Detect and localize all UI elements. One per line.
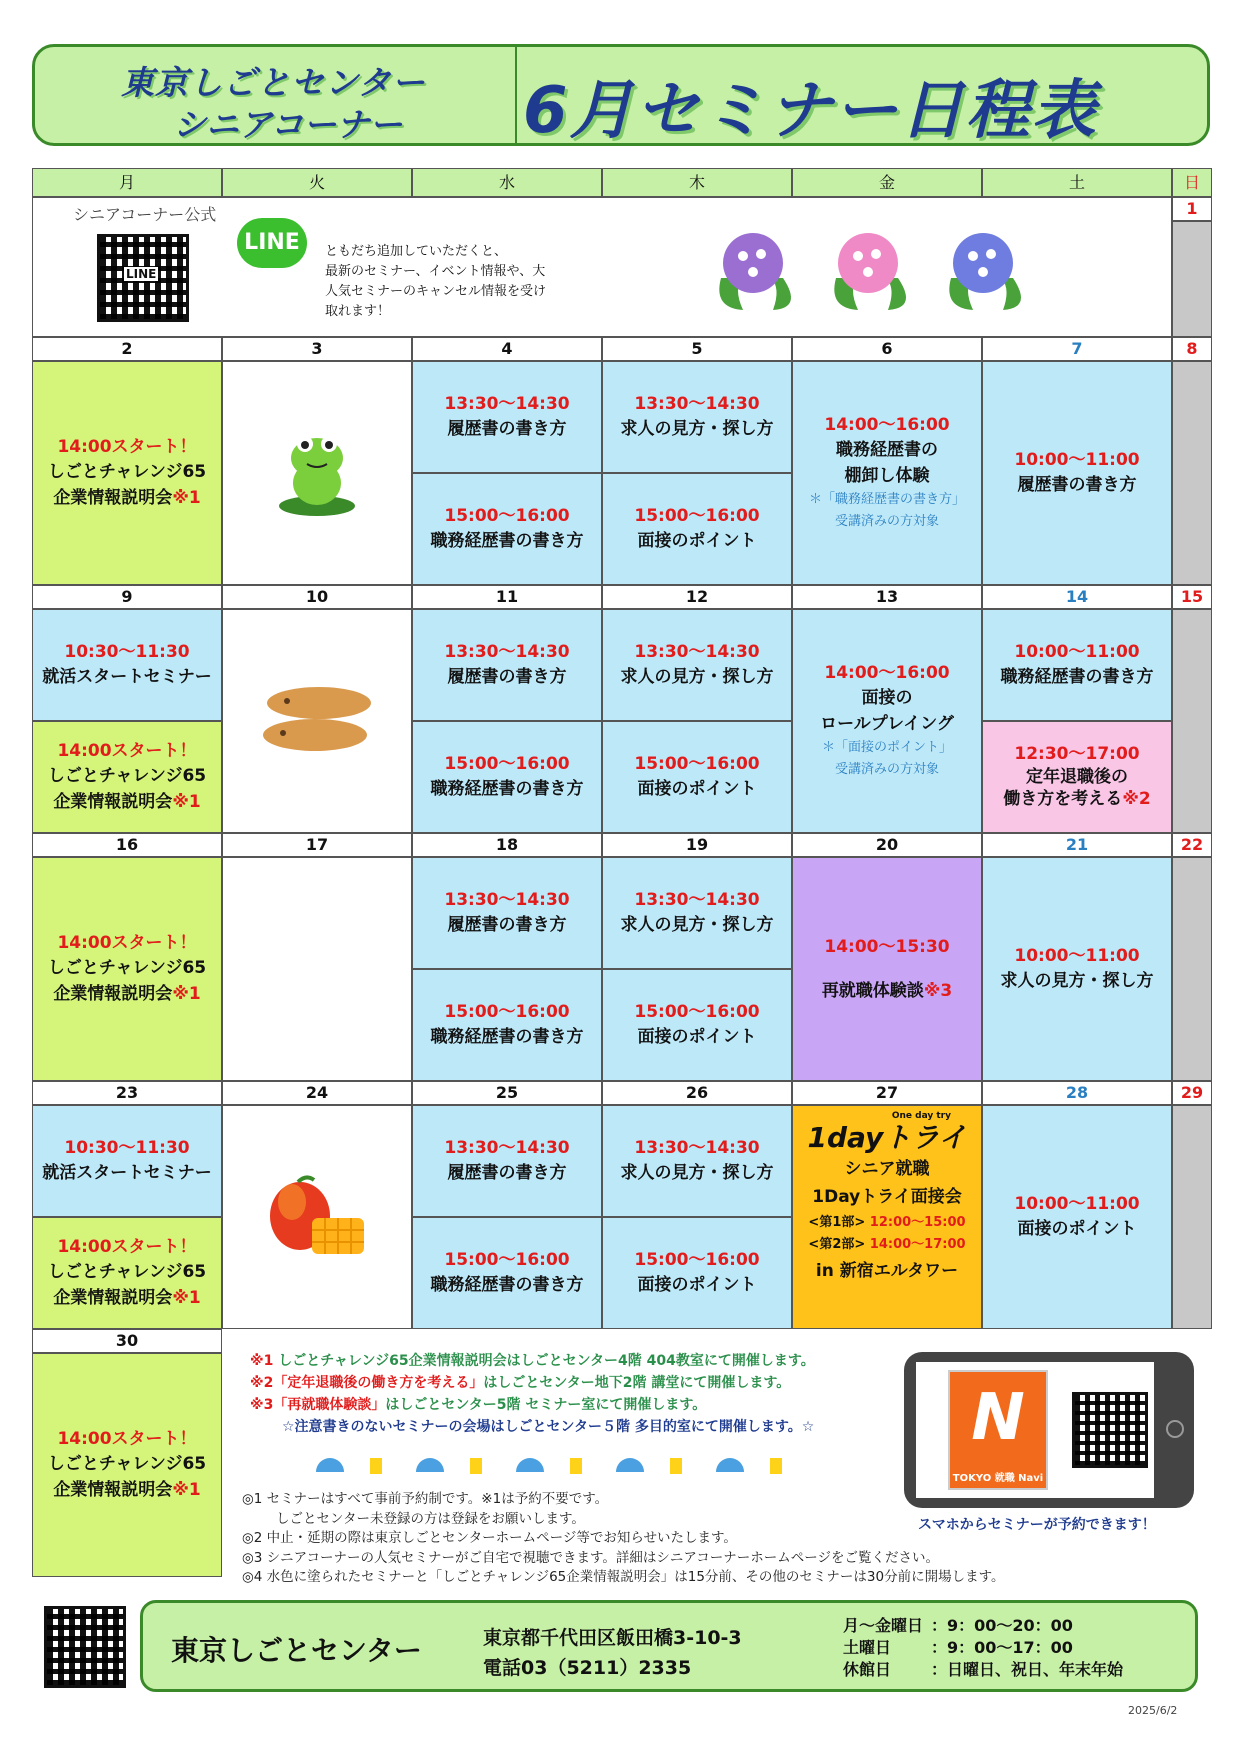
day-17: 17 (222, 833, 412, 857)
mango-icon (262, 1172, 372, 1262)
empty-cell (222, 1105, 412, 1329)
line-qr-code[interactable] (97, 234, 189, 322)
page-title: 6月セミナー日程表 (523, 74, 1098, 148)
line-label: シニアコーナー公式 (73, 205, 217, 224)
tokyo-navi-logo[interactable]: N TOKYO 就職 Navi (948, 1370, 1048, 1490)
seminar-shukatsu[interactable]: 10:30～11:30 就活スタートセミナー (32, 1105, 222, 1217)
page-header (32, 44, 1210, 146)
footer-info (140, 1600, 1198, 1692)
rain-umbrella-icons (306, 1450, 826, 1482)
day-14: 14 (982, 585, 1172, 609)
seminar-mensetsu[interactable]: 15:00～16:00 面接のポイント (602, 721, 792, 833)
seminar-mensetsu[interactable]: 15:00～16:00 面接のポイント (602, 969, 792, 1081)
sunday-cell (1172, 221, 1212, 337)
day-15: 15 (1172, 585, 1212, 609)
day-16: 16 (32, 833, 222, 857)
weekday-wed: 水 (412, 168, 602, 197)
seminar-kyujin[interactable]: 13:30～14:30 求人の見方・探し方 (602, 609, 792, 721)
footer-address: 東京都千代田区飯田橋3-10-3 (483, 1627, 742, 1649)
weekday-tue: 火 (222, 168, 412, 197)
header-divider (515, 47, 517, 143)
seminar-kyujin-sat[interactable]: 10:00～11:00 求人の見方・探し方 (982, 857, 1172, 1081)
smartphone-graphic (904, 1352, 1194, 1508)
day-30: 30 (32, 1329, 222, 1353)
line-qr-label: LINE (126, 267, 157, 281)
footer-org-name: 東京しごとセンター (171, 1634, 422, 1667)
day-19: 19 (602, 833, 792, 857)
seminar-rireki-sat[interactable]: 10:00～11:00 履歴書の書き方 (982, 361, 1172, 585)
day-18: 18 (412, 833, 602, 857)
weekday-thu: 木 (602, 168, 792, 197)
seminar-challenge[interactable]: 14:00スタート！ しごとチャレンジ65 企業情報説明会※1 (32, 1217, 222, 1329)
day-6: 6 (792, 337, 982, 361)
day-12: 12 (602, 585, 792, 609)
seminar-shokumu[interactable]: 15:00～16:00 職務経歴書の書き方 (412, 721, 602, 833)
line-description: ともだち追加していただくと、 最新のセミナー、イベント情報や、大人気セミナーのキャンセル情報を受け取れます！ (325, 244, 547, 320)
day-27: 27 (792, 1081, 982, 1105)
venue-notes: ※1 しごとチャレンジ65企業情報説明会はしごとセンター4階 404教室にて開催します。 ※2「定年退職後の働き方を考える」はしごとセンター地下2階 講堂にて開催します。 ※3「再就職体験談」はしごとセンター5階 セミナー室にて開催します。 ☆注意書きのないセミナーの会場はしごとセンター５階 多目的室にて開催します。☆ (250, 1353, 815, 1435)
seminar-roleplay[interactable]: 14:00～16:00 面接の ロールプレイング ＊「面接のポイント」 受講済みの方対象 (792, 609, 982, 833)
weekday-sat: 土 (982, 168, 1172, 197)
day-21: 21 (982, 833, 1172, 857)
seminar-teinen[interactable]: 12:30～17:00 定年退職後の 働き方を考える※2 (982, 721, 1172, 833)
seminar-mensetsu-sat[interactable]: 10:00～11:00 面接のポイント (982, 1105, 1172, 1329)
empty-cell (222, 857, 412, 1081)
day-2: 2 (32, 337, 222, 361)
seminar-challenge[interactable]: 14:00スタート！ しごとチャレンジ65 企業情報説明会※1 (32, 361, 222, 585)
day-22: 22 (1172, 833, 1212, 857)
center-qr-code[interactable] (44, 1606, 126, 1688)
seminar-rireki[interactable]: 13:30～14:30 履歴書の書き方 (412, 609, 602, 721)
1day-try-logo: 1dayトライ (807, 1121, 967, 1154)
weekday-fri: 金 (792, 168, 982, 197)
general-notes: ◎1 セミナーはすべて事前予約制です。※1は予約不要です。 しごとセンター未登録の方は登録をお願いします。 ◎2 中止・延期の際は東京しごとセンターホームページ等でお知らせいたします。 ◎3 シニアコーナーの人気セミナーがご自宅で視聴できます。詳細はシニアコーナーホームページをご覧ください。 ◎4 水色に塗られたセミナーと「しごとチャレンジ65企業情報説明会」は15分前、その他のセミナーは30分前に開場します。 (242, 1491, 1005, 1585)
sunday-cell (1172, 609, 1212, 833)
seminar-kyujin[interactable]: 13:30～14:30 求人の見方・探し方 (602, 361, 792, 473)
weekday-sun: 日 (1172, 168, 1212, 197)
day-9: 9 (32, 585, 222, 609)
seminar-rireki[interactable]: 13:30～14:30 履歴書の書き方 (412, 857, 602, 969)
day-10: 10 (222, 585, 412, 609)
hydrangea-icon (713, 218, 1043, 318)
org-name: 東京しごとセンター (121, 63, 426, 102)
issue-date: 2025/6/2 (1128, 1704, 1178, 1717)
day-25: 25 (412, 1081, 602, 1105)
day-4: 4 (412, 337, 602, 361)
corner-name: シニアコーナー (173, 105, 403, 144)
seminar-shokumu[interactable]: 15:00～16:00 職務経歴書の書き方 (412, 969, 602, 1081)
seminar-rireki[interactable]: 13:30～14:30 履歴書の書き方 (412, 1105, 602, 1217)
day-1: 1 (1172, 197, 1212, 221)
day-7: 7 (982, 337, 1172, 361)
seminar-challenge[interactable]: 14:00スタート！ しごとチャレンジ65 企業情報説明会※1 (32, 721, 222, 833)
day-28: 28 (982, 1081, 1172, 1105)
day-29: 29 (1172, 1081, 1212, 1105)
empty-cell (222, 361, 412, 585)
navi-qr-code[interactable] (1072, 1392, 1148, 1468)
line-info-box (32, 197, 1172, 337)
event-1day-try[interactable]: One day try 1dayトライ シニア就職 1Dayトライ面接会 <第1部> 12:00～15:00 <第2部> 14:00～17:00 in 新宿エルタワー (792, 1105, 982, 1329)
day-24: 24 (222, 1081, 412, 1105)
seminar-saishushoku[interactable]: 14:00～15:30 再就職体験談※3 (792, 857, 982, 1081)
seminar-rireki[interactable]: 13:30～14:30 履歴書の書き方 (412, 361, 602, 473)
seminar-mensetsu[interactable]: 15:00～16:00 面接のポイント (602, 473, 792, 585)
sunday-cell (1172, 1105, 1212, 1329)
seminar-kyujin[interactable]: 13:30～14:30 求人の見方・探し方 (602, 857, 792, 969)
day-20: 20 (792, 833, 982, 857)
seminar-challenge[interactable]: 14:00スタート！ しごとチャレンジ65 企業情報説明会※1 (32, 1353, 222, 1577)
frog-icon (277, 428, 357, 518)
footer-phone: 電話03（5211）2335 (483, 1657, 692, 1679)
seminar-kyujin[interactable]: 13:30～14:30 求人の見方・探し方 (602, 1105, 792, 1217)
seminar-tanaoroshi[interactable]: 14:00～16:00 職務経歴書の 棚卸し体験 ＊「職務経歴書の書き方」 受講済みの方対象 (792, 361, 982, 585)
weekday-mon: 月 (32, 168, 222, 197)
sunday-cell (1172, 361, 1212, 585)
day-8: 8 (1172, 337, 1212, 361)
day-3: 3 (222, 337, 412, 361)
seminar-shokumu[interactable]: 15:00～16:00 職務経歴書の書き方 (412, 473, 602, 585)
line-badge-icon: LINE (237, 218, 307, 268)
seminar-shokumu[interactable]: 15:00～16:00 職務経歴書の書き方 (412, 1217, 602, 1329)
day-13: 13 (792, 585, 982, 609)
seminar-mensetsu[interactable]: 15:00～16:00 面接のポイント (602, 1217, 792, 1329)
seminar-shokumu-sat[interactable]: 10:00～11:00 職務経歴書の書き方 (982, 609, 1172, 721)
seminar-challenge[interactable]: 14:00スタート！ しごとチャレンジ65 企業情報説明会※1 (32, 857, 222, 1081)
seminar-shukatsu[interactable]: 10:30～11:30 就活スタートセミナー (32, 609, 222, 721)
empty-cell (222, 609, 412, 833)
phone-screen (916, 1362, 1154, 1498)
sunday-cell (1172, 857, 1212, 1081)
taiyaki-icon (257, 681, 377, 761)
day-26: 26 (602, 1081, 792, 1105)
day-23: 23 (32, 1081, 222, 1105)
day-5: 5 (602, 337, 792, 361)
home-button-icon (1166, 1420, 1184, 1438)
day-11: 11 (412, 585, 602, 609)
footer-hours: 月～金曜日 ：9：00～20：00 土曜日 ：9：00～17：00 休館日 ：日曜日、祝日、年末年始 (843, 1616, 1124, 1679)
phone-caption: スマホからセミナーが予約できます！ (918, 1517, 1156, 1533)
